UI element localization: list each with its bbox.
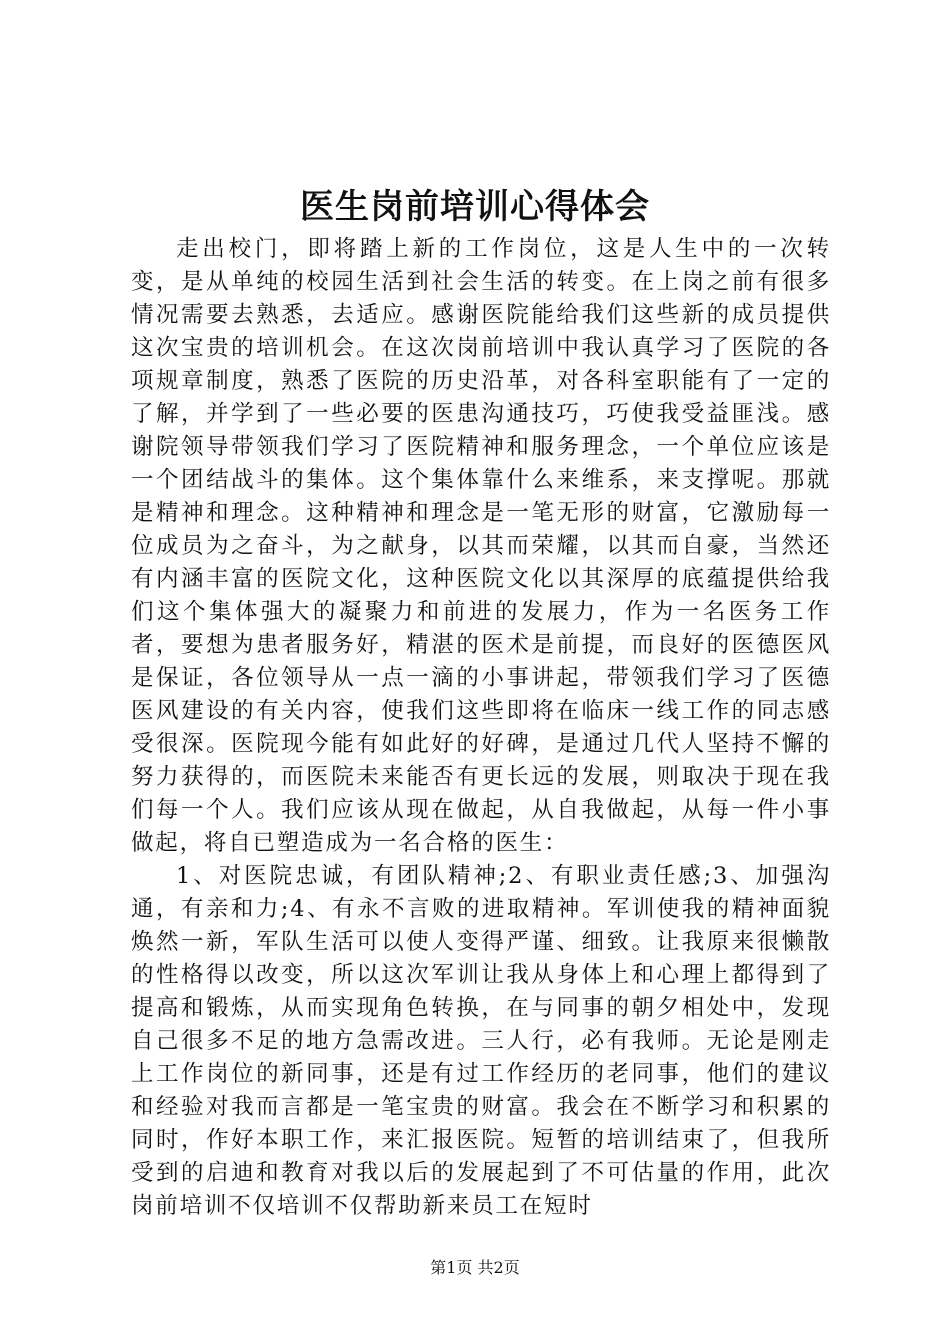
document-body bbox=[131, 233, 831, 1223]
body-paragraph-1: 走出校门，即将踏上新的工作岗位，这是人生中的一次转变，是从单纯的校园生活到社会生活的转变。在上岗之前有很多情况需要去熟悉，去适应。感谢医院能给我们这些新的成员提供这次宝贵的培训机会。在这次岗前培训中我认真学习了医院的各项规章制度，熟悉了医院的历史沿革，对各科室职能有了一定的了解，并学到了一些必要的医患沟通技巧，巧使我受益匪浅。感谢院领导带领我们学习了医院精神和服务理念，一个单位应该是一个团结战斗的集体。这个集体靠什么来维系，来支撑呢。那就是精神和理念。这种精神和理念是一笔无形的财富，它激励每一位成员为之奋斗，为之献身，以其而荣耀，以其而自豪，当然还有内涵丰富的医院文化，这种医院文化以其深厚的底蕴提供给我们这个集体强大的凝聚力和前进的发展力，作为一名医务工作者，要想为患者服务好，精湛的医术是前提，而良好的医德医风是保证，各位领导从一点一滴的小事讲起，带领我们学习了医德医风建设的有关内容，使我们这些即将在临床一线工作的同志感受很深。医院现今能有如此好的好碑，是通过几代人坚持不懈的努力获得的，而医院未来能否有更长远的发展，则取决于现在我们每一个人。我们应该从现在做起，从自我做起，从每一件小事做起，将自已塑造成为一名合格的医生： bbox=[131, 236, 831, 856]
document-title: 医生岗前培训心得体会 bbox=[300, 187, 650, 227]
body-paragraph-2: 1、对医院忠诚，有团队精神;2、有职业责任感;3、加强沟通，有亲和力;4、有永不言败的进取精神。军训使我的精神面貌焕然一新，军队生活可以使人变得严谨、细致。让我原来很懒散的性格得以改变，所以这次军训让我从身体上和心理上都得到了提高和锻炼，从而实现角色转换，在与同事的朝夕相处中，发现自己很多不足的地方急需改进。三人行，必有我师。无论是刚走上工作岗位的新同事，还是有过工作经历的老同事，他们的建议和经验对我而言都是一笔宝贵的财富。我会在不断学习和积累的同时，作好本职工作，来汇报医院。短暂的培训结束了，但我所受到的启迪和教育对我以后的发展起到了不可估量的作用，此次岗前培训不仅培训不仅帮助新来员工在短时 bbox=[131, 863, 831, 1219]
page-footer: 第1页 共2页 bbox=[430, 1258, 520, 1277]
